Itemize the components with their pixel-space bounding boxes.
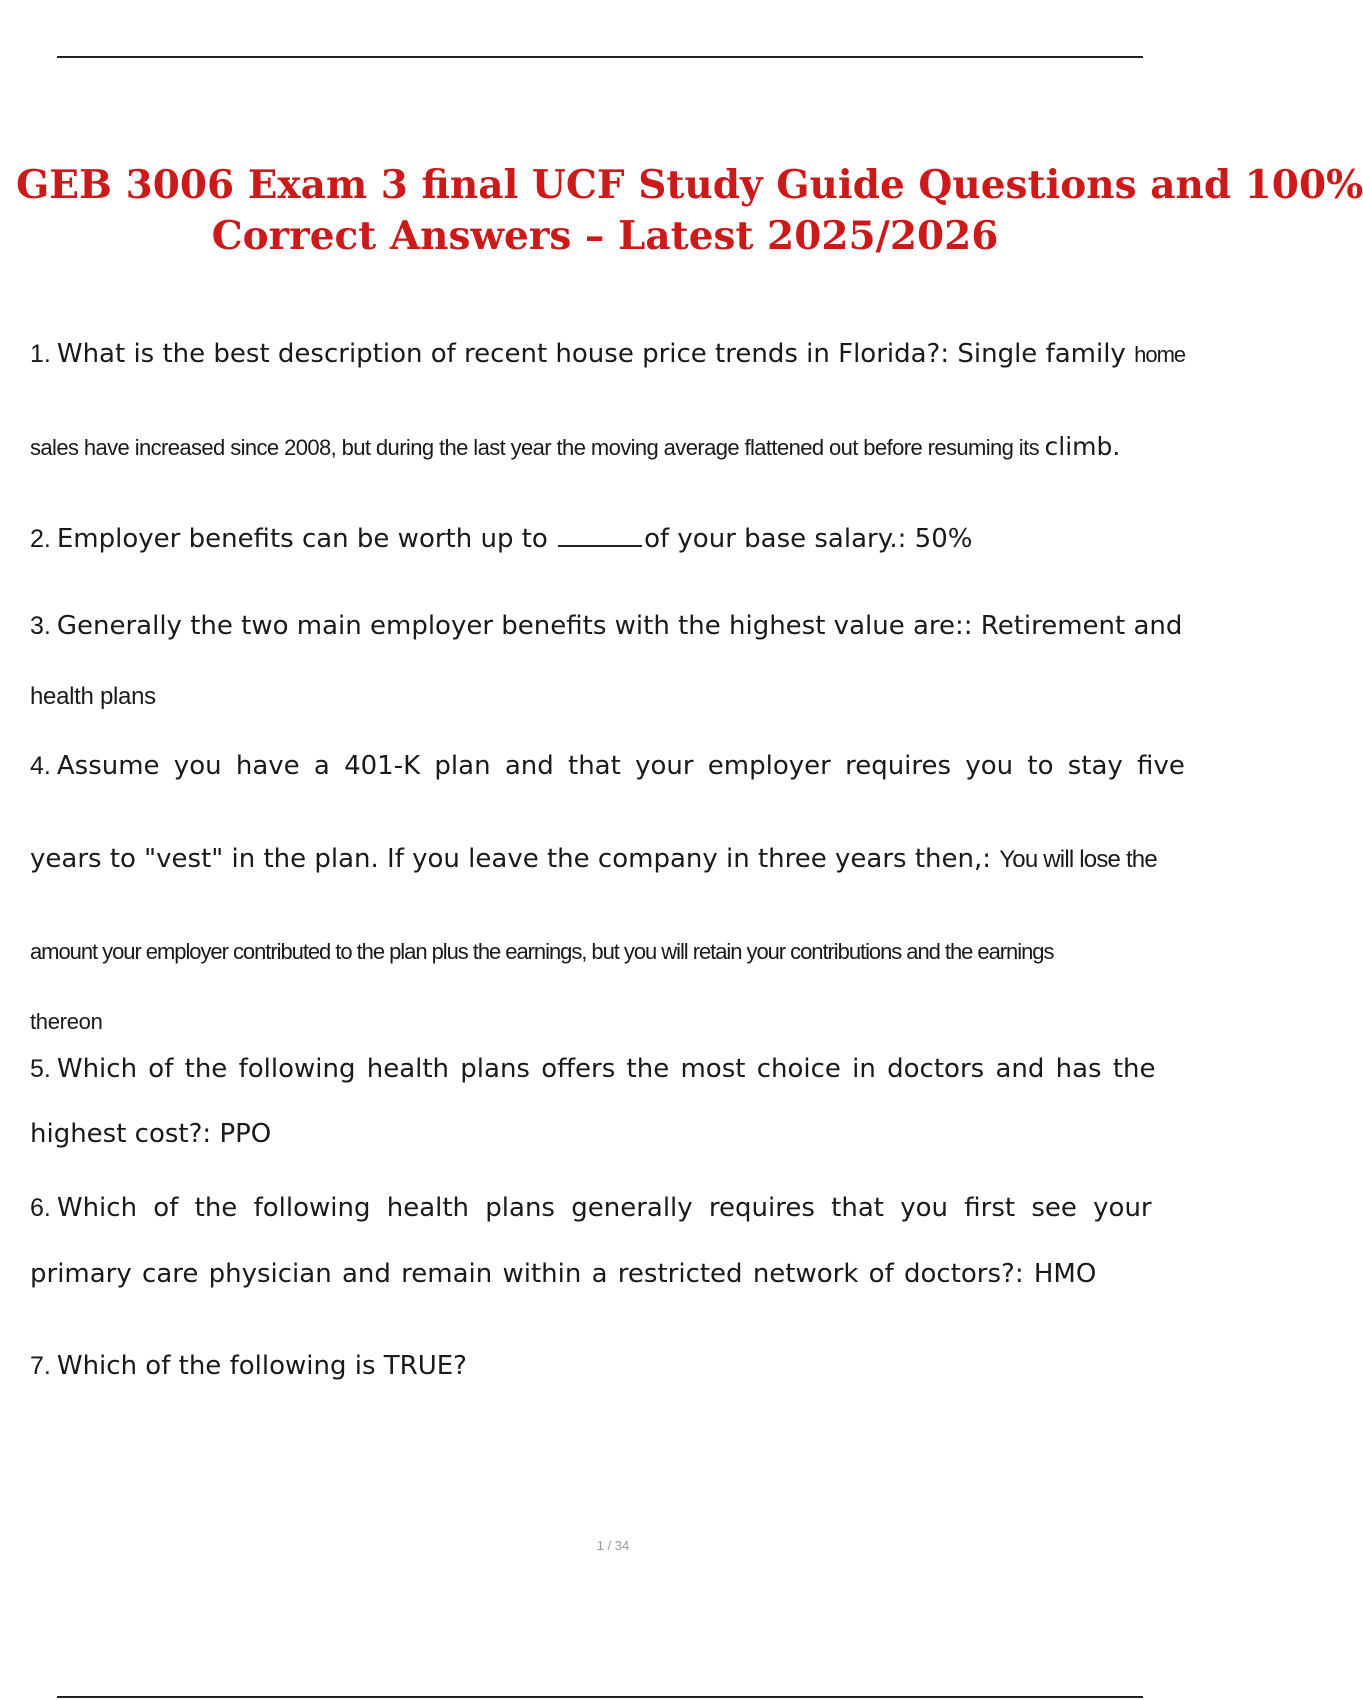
question-number: 1. [30,340,51,368]
question-6-line-2 [30,1260,1096,1288]
answer-text: thereon [30,1009,103,1034]
question-2-line-1 [30,525,972,553]
question-3-line-2 [30,683,156,711]
question-3-line-1 [30,612,1182,640]
answer-text: amount your employer contributed to the plan plus the earnings, but you will retain your contributions and the earnings [30,939,1054,964]
question-text: Which of the following health plans offers the most choice in doctors and has the [56,1054,1156,1084]
answer-text: health plans [30,683,156,710]
question-number: 5. [30,1055,51,1083]
fill-in-blank [558,525,642,547]
question-number: 3. [30,612,51,640]
bottom-rule [57,1696,1143,1698]
question-4-line-2 [30,845,1157,874]
question-text: Employer benefits can be worth up to [56,524,548,554]
answer-text-tail: climb. [1044,432,1121,461]
question-5-line-1 [30,1055,1156,1083]
question-text: highest cost?: PPO [30,1119,272,1149]
question-text: years to "vest" in the plan. If you leave the company in three years then,: [30,844,992,874]
question-1-line-1 [30,340,1185,369]
title-line-2: Correct Answers – Latest 2025/2026 [211,213,999,259]
question-text: What is the best description of recent house price trends in Florida?: Single family [56,339,1126,369]
question-text: Generally the two main employer benefits with the highest value are:: Retirement and [56,611,1183,641]
question-1-line-2 [30,433,1120,462]
question-text: primary care physician and remain within a restricted network of doctors?: HMO [30,1259,1097,1289]
question-number: 6. [30,1194,51,1222]
question-number: 7. [30,1352,51,1380]
question-6-line-1 [30,1194,1152,1222]
question-text-tail: home [1134,342,1186,367]
document-title [0,160,1363,262]
answer-text: You will lose the [999,846,1157,873]
page-indicator: 1 / 34 [596,1538,630,1553]
question-text: Which of the following is TRUE? [56,1351,467,1381]
question-7-line-1 [30,1352,467,1380]
question-text: Assume you have a 401-K plan and that your employer requires you to stay five [56,751,1185,781]
question-5-line-2 [30,1120,271,1148]
answer-text: sales have increased since 2008, but during the last year the moving average flattened out before resuming its [30,435,1039,460]
title-line-1: GEB 3006 Exam 3 final UCF Study Guide Questions and 100% [16,162,1363,208]
question-4-line-4 [30,1008,103,1036]
top-rule [57,56,1143,58]
question-4-line-3 [30,938,1053,966]
question-text-after-blank: of your base salary.: 50% [644,524,973,554]
question-text: Which of the following health plans generally requires that you first see your [56,1193,1152,1223]
question-4-line-1 [30,752,1185,780]
question-number: 2. [30,525,51,553]
question-number: 4. [30,752,51,780]
